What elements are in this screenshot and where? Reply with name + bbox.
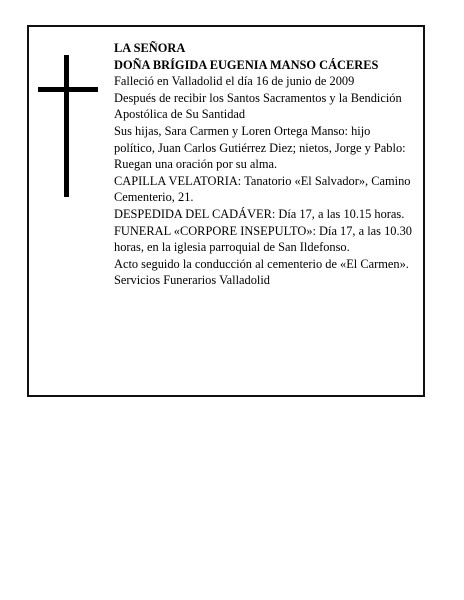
sacraments-line: Después de recibir los Santos Sacramentos y la Bendición Apostólica de Su Santidad xyxy=(114,90,402,122)
cross-icon xyxy=(38,55,98,197)
prayer-line: Ruegan una oración por su alma. xyxy=(114,157,278,172)
funeral-line: FUNERAL «CORPORE INSEPULTO»: Día 17, a las 10.30 horas, en la iglesia parroquial de San Ildefonso. xyxy=(114,223,412,255)
funeral-services-line: Servicios Funerarios Valladolid xyxy=(114,273,271,288)
farewell-line: DESPEDIDA DEL CADÁVER: Día 17, a las 10.15 horas. xyxy=(114,206,405,221)
burial-line: Acto seguido la conducción al cementerio de «El Carmen». xyxy=(114,256,409,271)
cross-horizontal-bar xyxy=(38,87,98,92)
notice-heading: LA SEÑORA xyxy=(114,41,186,55)
deceased-name: DOÑA BRÍGIDA EUGENIA MANSO CÁCERES xyxy=(114,57,379,72)
cross-vertical-bar xyxy=(64,55,69,197)
chapel-line: CAPILLA VELATORIA: Tanatorio «El Salvador», Camino Cementerio, 21. xyxy=(114,173,411,205)
obituary-text xyxy=(114,40,414,289)
death-line: Falleció en Valladolid el día 16 de junio de 2009 xyxy=(114,74,355,89)
family-line: Sus hijas, Sara Carmen y Loren Ortega Manso: hijo político, Juan Carlos Gutiérrez Diez; nietos, Jorge y Pablo: xyxy=(114,123,406,155)
